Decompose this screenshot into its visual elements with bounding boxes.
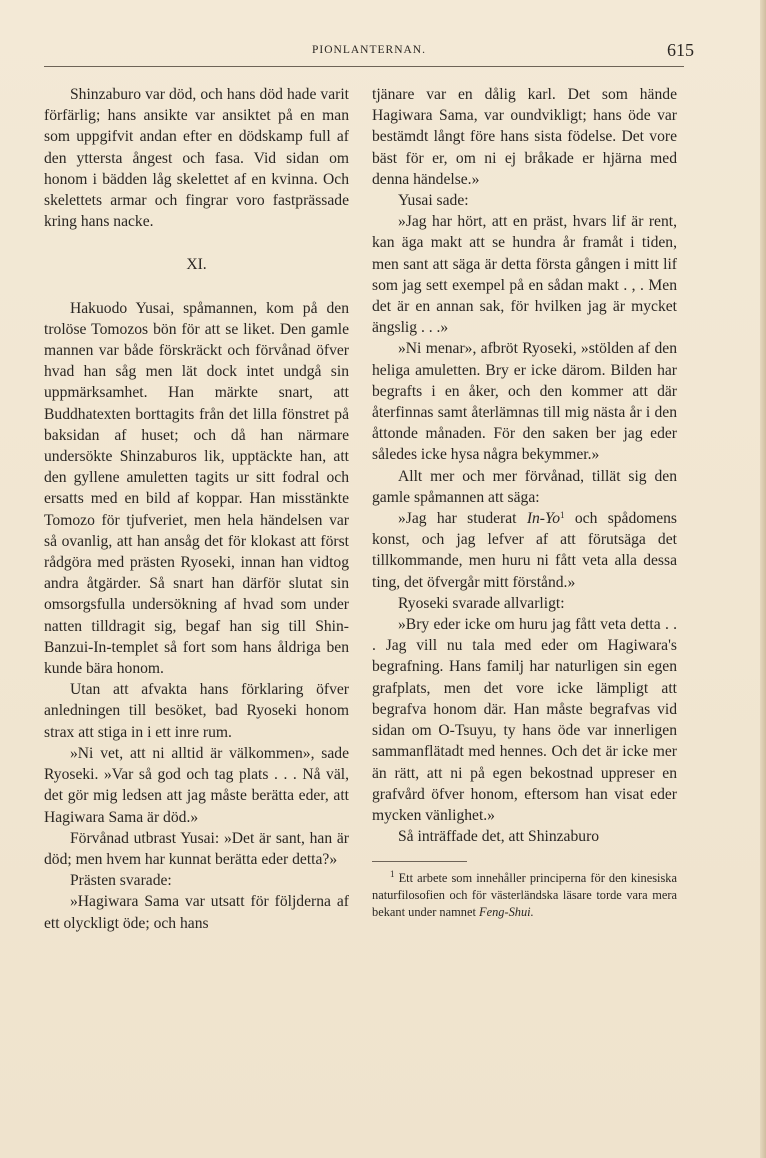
paragraph: Så inträffade det, att Shinzaburo xyxy=(398,828,600,846)
paragraph: »Bry eder icke om huru jag fått veta detta . . . Jag vill nu tala med eder om Hagiwara's begrafning. Hans familj har naturligen sin egen grafplats, men det vore icke lämpligt att begrafva honom där. Han måste begrafvas vid sidan om O-Tsuyu, ty hans öde var innerligen sammanflätadt med hennes. Och det är icke mer än rätt, att ni på egen bekostnad uppreser en grafvård öfver honom, eftersom han visat eder mycken vänlighet.» xyxy=(372,616,677,824)
paragraph: Ryoseki svarade allvarligt: xyxy=(398,594,565,612)
paragraph: Hakuodo Yusai, spåmannen, kom på den trolöse Tomozos bön för att se liket. Den gamle mannen var både förskräckt och förvånad öfver hvad han såg men lät dock intet undgå sin uppmärksamhet. Han märkte snart, att Buddhatexten borttagits från det lilla fönstret på baksidan af huset; och då han närmare undersökte Shinzaburos lik, upptäckte han, att den gyllene amuletten tagits ur sitt fodral och ersatts med en bild af koppar. Han misstänkte Tomozo för tjufveriet, men hela händelsen var så ovanlig, att han ansåg det för klokast att först rådgöra med prästen Ryoseki, innan han vidtog andra åtgärder. Så snart han därför slutat sin omsorgsfulla undersökning af hvad som under natten tilldragit sig, begaf han sig till Shin-Banzui-In-templet så fort som hans åldriga ben kunde bära honom. xyxy=(44,299,349,678)
paragraph: Prästen svarade: xyxy=(70,872,172,890)
header-rule xyxy=(44,66,684,67)
running-title: PIONLANTERNAN. xyxy=(312,44,426,56)
footnote-mark: 1 xyxy=(390,869,395,880)
paragraph: »Ni vet, att ni alltid är välkommen», sade Ryoseki. »Var så god och tag plats . . . Nå väl, det gör mig ledsen att jag måste berätta eder, att Hagiwara Sama är död.» xyxy=(44,744,349,826)
paragraph: Yusai sade: xyxy=(398,192,469,210)
text-run: »Jag har studerat xyxy=(398,510,527,528)
paragraph: Förvånad utbrast Yusai: »Det är sant, han är död; men hvem har kunnat berätta eder detta?» xyxy=(44,829,349,868)
paragraph: Utan att afvakta hans förklaring öfver anledningen till besöket, bad Ryoseki honom strax att stiga in i ett inre rum. xyxy=(44,681,349,741)
footnote xyxy=(372,870,677,921)
page-edge xyxy=(760,0,766,1158)
paragraph: »Jag har hört, att en präst, hvars lif är rent, kan äga makt att se hundra år framåt i tiden, men sant att säga är detta första gången i mitt lif som jag sett exempel på en sådan makt . , . Men det är en annan sak, för hvilken jag är mycket ängslig . . .» xyxy=(372,213,677,337)
paragraph: Allt mer och mer förvånad, tillät sig den gamle spåmannen att säga: xyxy=(372,467,677,506)
italic-term: In-Yo xyxy=(526,510,561,528)
footnote-term: Feng-Shui. xyxy=(479,905,534,920)
footnote-rule xyxy=(372,861,467,862)
paragraph: »Hagiwara Sama var utsatt för följderna af ett olyckligt öde; och hans xyxy=(44,893,349,932)
footnote-text: Ett arbete som innehåller principerna för den kinesiska naturfilosofien och för västerländska läsare torde vara mera bekant under namnet xyxy=(372,871,677,920)
right-column xyxy=(372,84,677,921)
paragraph: Shinzaburo var död, och hans död hade varit förfärlig; hans ansikte var ansiktet på en man som uppgifvit andan efter en dödskamp full af den yttersta ångest och fasa. Vid sidan om honom i bädden låg skelettet af en kvinna. Och skelettets armar och fingrar voro fastprässade kring hans nacke. xyxy=(44,86,349,231)
text-run: och spådomens konst, och jag lefver af att förutsäga det tillkommande, men huru ni fått veta alla dessa ting, det öfvergår mitt förstånd.» xyxy=(372,510,677,591)
paragraph xyxy=(372,508,677,593)
left-column xyxy=(44,84,349,934)
paragraph: »Ni menar», afbröt Ryoseki, »stölden af den heliga amuletten. Bry er icke därom. Bilden har begrafts i en åker, och den kommer att där återfinnas samt återlämnas till mig nästa år i den åttonde månaden. För den saken ber jag eder således icke hysa några bekymmer.» xyxy=(372,340,677,464)
section-heading: XI. xyxy=(186,256,207,274)
footnote-reference: 1 xyxy=(560,510,565,521)
paragraph: tjänare var en dålig karl. Det som hände Hagiwara Sama, var oundvikligt; hans öde var bestämdt långt före hans sista födelse. Det vore bäst för er, om ni ej bråkade er hjärna med denna händelse.» xyxy=(372,86,677,188)
page-number: 615 xyxy=(667,40,694,60)
running-head xyxy=(44,40,694,64)
